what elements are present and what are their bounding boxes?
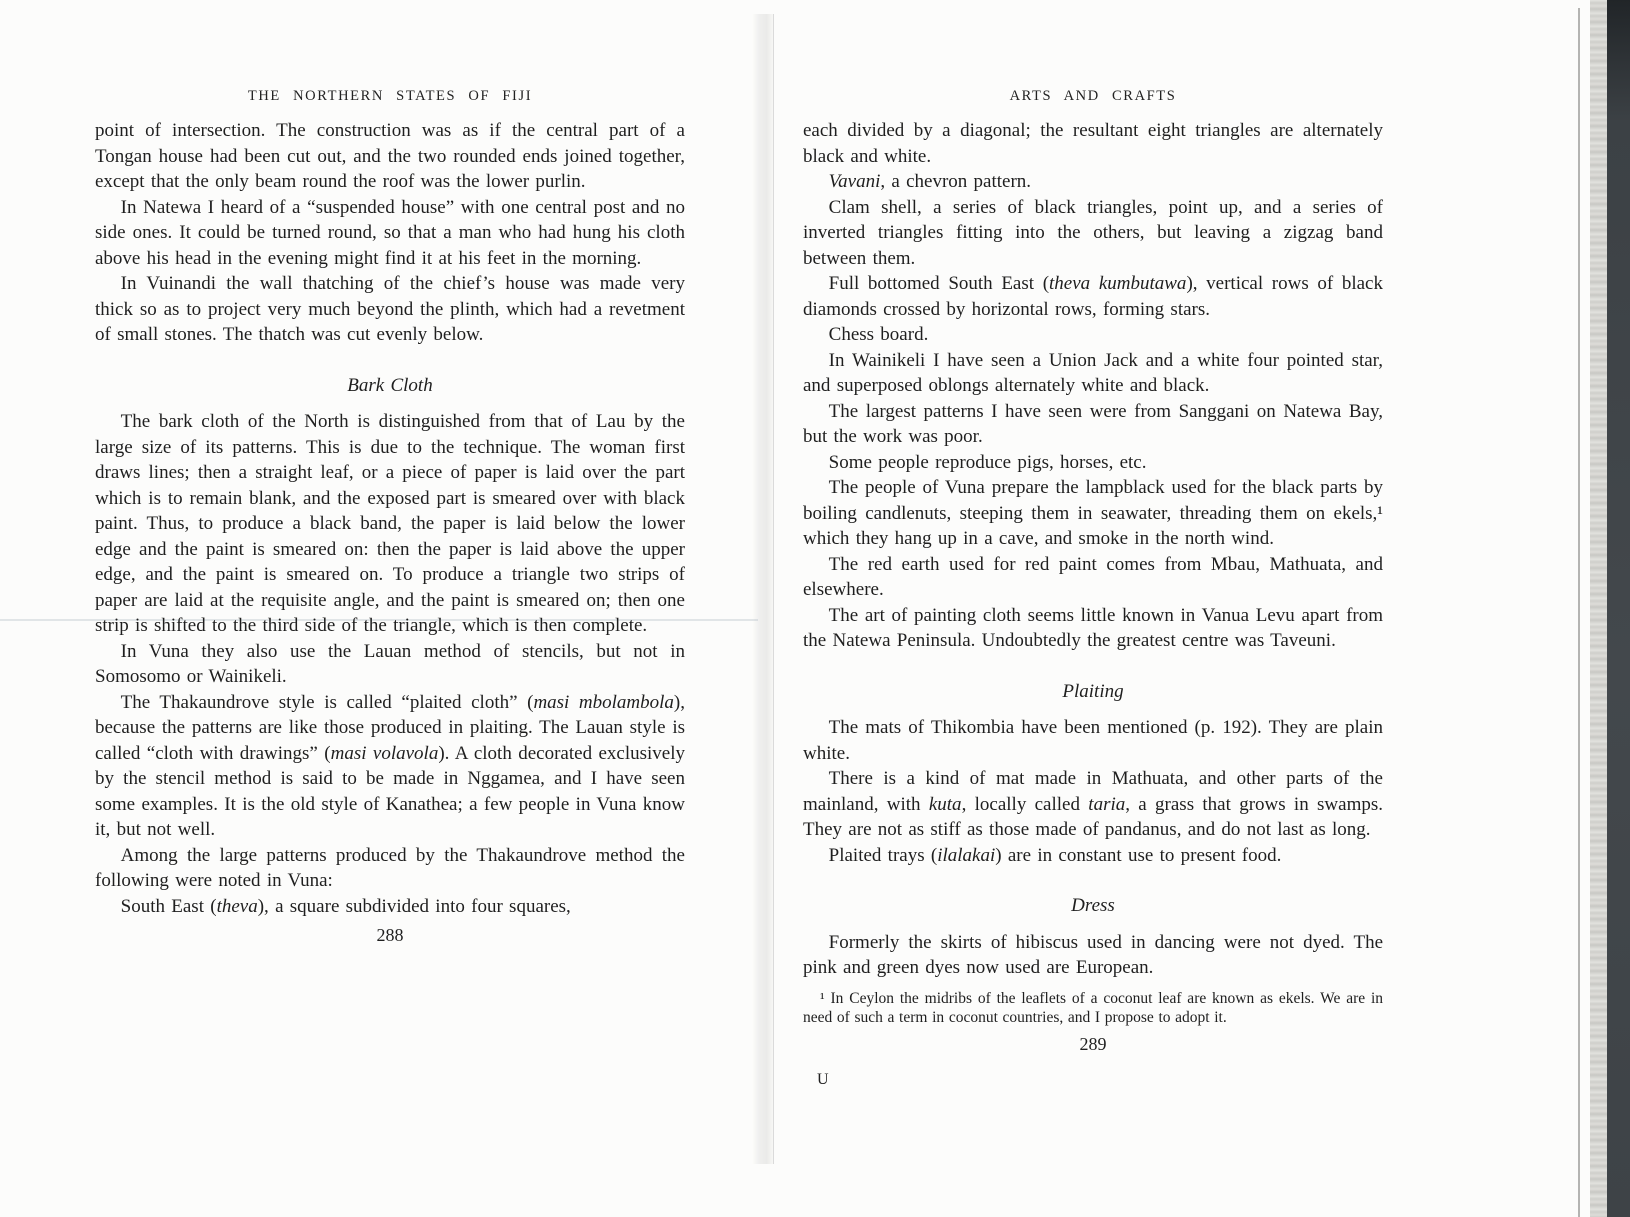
page-number-left: 288: [376, 925, 404, 945]
paragraph: The people of Vuna prepare the lampblack used for the black parts by boiling candlenuts, steeping them in seawater, threading them on ekels,¹ which they hang up in a cave, and smoke in the north wind.: [803, 477, 1383, 549]
paragraph: In Natewa I heard of a “suspended house” with one central post and no side ones. It could be turned round, so that a man who had hung his cloth above his head in the evening might find it at his feet in the morning.: [95, 196, 685, 269]
page-left: [95, 88, 685, 946]
paragraph: Full bottomed South East (theva kumbutawa), vertical rows of black diamonds crossed by horizontal rows, forming stars.: [803, 273, 1383, 320]
paragraph: Some people reproduce pigs, horses, etc.: [828, 451, 1147, 473]
section-heading: Plaiting: [1062, 680, 1124, 702]
paragraph: Vavani, a chevron pattern.: [828, 171, 1032, 192]
page-edge-speckle: [1590, 0, 1607, 1217]
page-edge-line: [1578, 8, 1580, 1217]
book-cover-band: [1607, 0, 1630, 1217]
page-right-body: [803, 118, 1383, 981]
paragraph: point of intersection. The construction was as if the central part of a Tongan house had been cut out, and the two rounded ends joined together, except that the only beam round the roof was the lower purlin.: [95, 120, 685, 192]
paragraph: The red earth used for red paint comes from Mbau, Mathuata, and elsewhere.: [803, 553, 1383, 600]
paragraph: In Vuinandi the wall thatching of the chief’s house was made very thick so as to project very much beyond the plinth, which had a revetment of small stones. The thatch was cut evenly below.: [95, 273, 685, 345]
page-right: [803, 88, 1383, 1089]
paragraph: In Vuna they also use the Lauan method of stencils, but not in Somosomo or Wainikeli.: [95, 640, 685, 687]
paragraph: The bark cloth of the North is distinguished from that of Lau by the large size of its patterns. This is due to the technique. The woman first draws lines; then a straight leaf, or a piece of paper is laid over the part which is to remain blank, and the exposed part is smeared over with black paint. Thus, to produce a black band, the paper is laid below the lower edge and the paint is smeared on: then the paper is laid above the upper edge, and the paint is smeared on. To produce a triangle two strips of paper are laid at the requisite angle, and the paint is smeared on; then one strip is shifted to the third side of the triangle, which is then complete.: [95, 411, 685, 636]
page-number-right: 289: [1079, 1033, 1107, 1054]
paragraph: The art of painting cloth seems little known in Vanua Levu apart from the Natewa Peninsula. Undoubtedly the greatest centre was Taveuni.: [803, 604, 1383, 651]
section-heading: Dress: [1071, 895, 1115, 916]
gutter-shadow: [752, 14, 774, 1164]
paragraph: Formerly the skirts of hibiscus used in dancing were not dyed. The pink and green dyes now used are European.: [803, 931, 1383, 978]
paragraph: The Thakaundrove style is called “plaited cloth” (masi mbolambola), because the patterns are like those produced in plaiting. The Lauan style is called “cloth with drawings” (masi volavola). A cloth decorated exclusively by the stencil method is said to be made in Nggamea, and I have seen some examples. It is the old style of Kanathea; a few people in Vuna know it, but not well.: [95, 691, 686, 840]
running-head-left: THE NORTHERN STATES OF FIJI: [247, 88, 533, 104]
paragraph: Chess board.: [828, 324, 929, 345]
paragraph: There is a kind of mat made in Mathuata, and other parts of the mainland, with kuta, locally called taria, a grass that grows in swamps. They are not as stiff as those made of pandanus, and do not last as long.: [803, 768, 1383, 840]
paragraph: Clam shell, a series of black triangles, point up, and a series of inverted triangles fitting into the others, but leaving a zigzag band between them.: [803, 196, 1383, 269]
paragraph: South East (theva), a square subdivided into four squares,: [120, 895, 571, 917]
running-head-right: ARTS AND CRAFTS: [1009, 88, 1177, 104]
paragraph: The largest patterns I have seen were from Sanggani on Natewa Bay, but the work was poor.: [803, 400, 1383, 447]
paragraph: each divided by a diagonal; the resultant eight triangles are alternately black and white.: [803, 120, 1383, 167]
paragraph: The mats of Thikombia have been mentioned (p. 192). They are plain white.: [803, 717, 1383, 764]
paragraph: In Wainikeli I have seen a Union Jack and a white four pointed star, and superposed oblongs alternately white and black.: [803, 349, 1383, 396]
section-heading: Bark Cloth: [347, 374, 433, 396]
footnote: ¹ In Ceylon the midribs of the leaflets of a coconut leaf are known as ekels. We are in need of such a term in coconut countries, and I propose to adopt it.: [803, 989, 1383, 1026]
printers-signature-mark: U: [817, 1070, 829, 1088]
paragraph: Among the large patterns produced by the Thakaundrove method the following were noted in Vuna:: [95, 844, 685, 891]
page-left-body: [95, 118, 685, 919]
paragraph: Plaited trays (ilalakai) are in constant use to present food.: [828, 844, 1282, 866]
